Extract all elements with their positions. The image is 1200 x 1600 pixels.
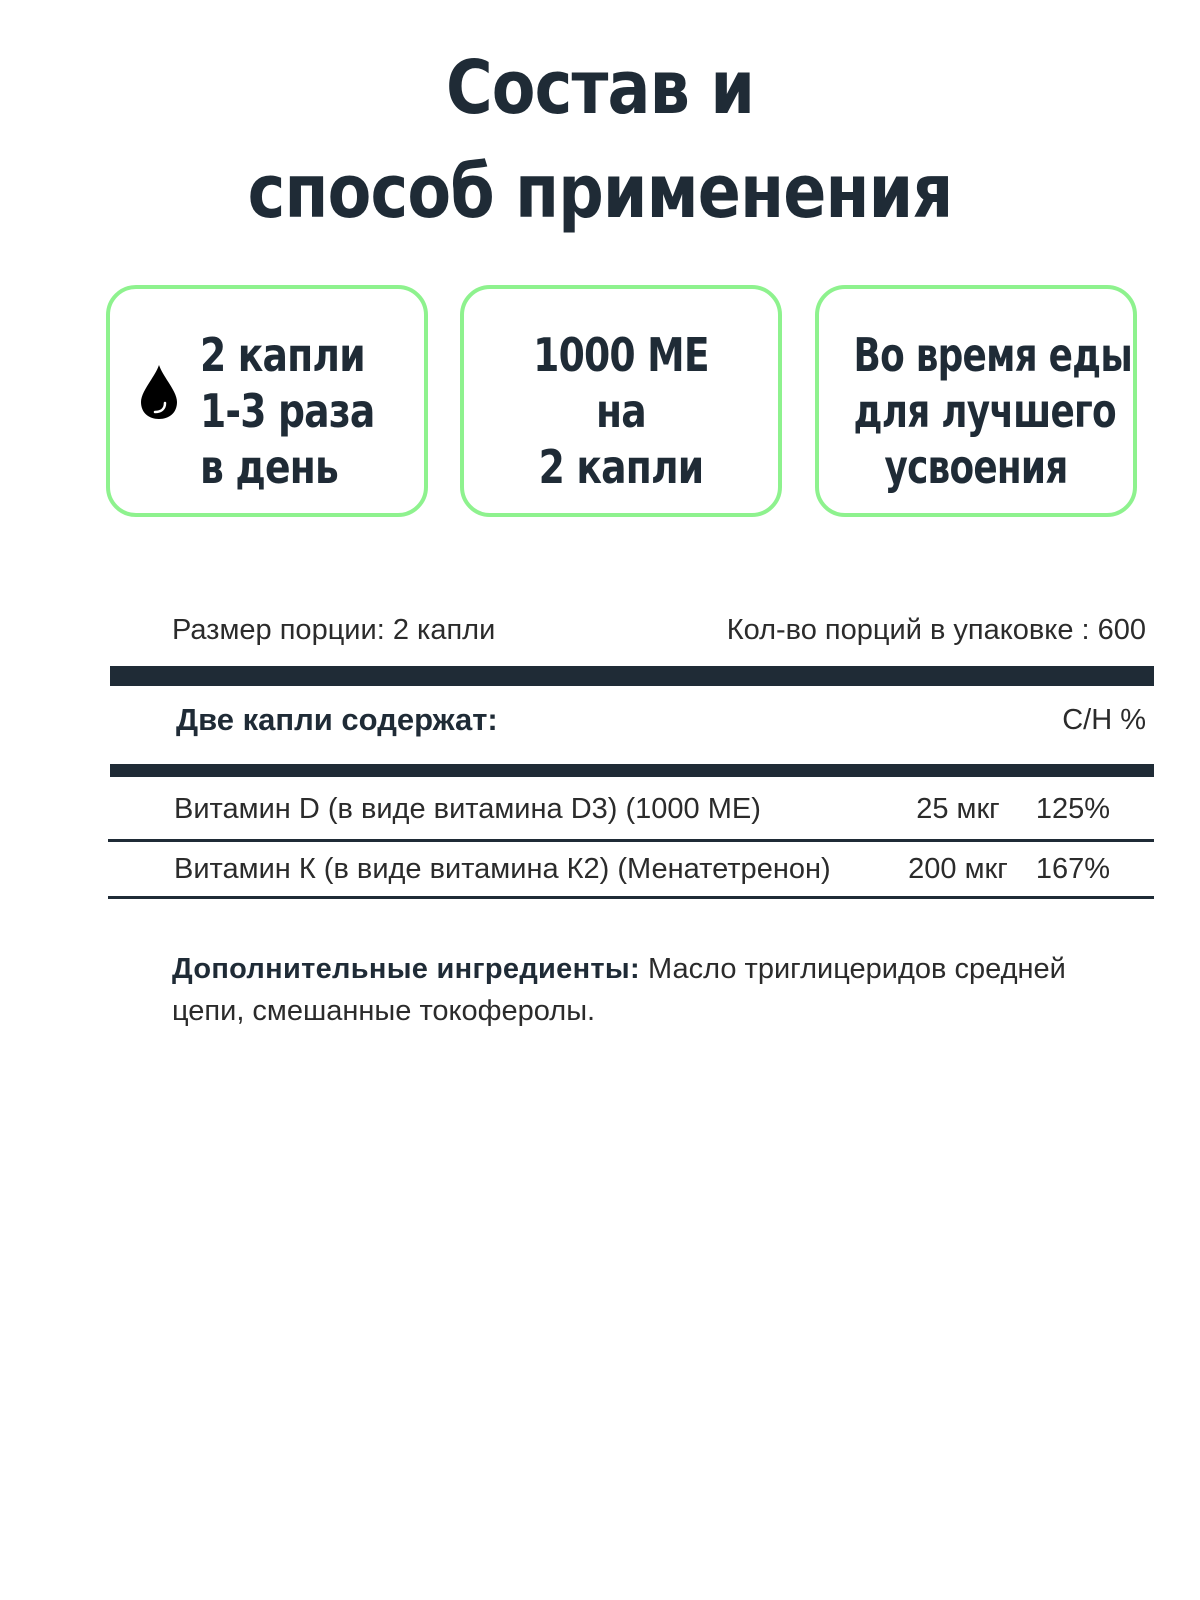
intake-timing-card-text — [853, 327, 1133, 495]
intake-timing-card — [815, 285, 1137, 517]
card-line: в день — [200, 440, 339, 494]
divider-thick — [110, 764, 1154, 777]
additional-ingredients-text: Масло триглицеридов средней цепи, смешанные токоферолы. — [172, 953, 1066, 1027]
servings-per-container: Кол-во порций в упаковке : 600 — [726, 614, 1146, 646]
nutrient-daily-value: 125% — [1035, 793, 1110, 825]
card-line: 1000 МЕ — [533, 328, 709, 382]
dosage-card — [106, 285, 428, 517]
nutrient-name: Витамин D (в виде витамина D3) (1000 МЕ) — [174, 793, 761, 825]
additional-ingredients-label: Дополнительные ингредиенты: — [172, 953, 640, 985]
dosage-card-text — [200, 327, 375, 495]
title-line-2: способ применения — [247, 149, 953, 235]
drop-icon — [138, 363, 180, 421]
contains-label: Две капли содержат: — [176, 702, 498, 737]
card-line: 1-3 раза — [200, 384, 375, 438]
card-line: усвоения — [884, 440, 1068, 494]
card-line: на — [596, 384, 646, 438]
daily-value-header: С/Н % — [1062, 704, 1146, 736]
nutrient-amount: 200 мкг — [908, 853, 1008, 885]
title-line-1: Состав и — [445, 45, 755, 131]
nutrient-name: Витамин К (в виде витамина К2) (Менатетренон) — [174, 853, 831, 885]
dose-strength-card — [460, 285, 782, 517]
divider-thin — [108, 896, 1154, 899]
table-row — [108, 780, 1154, 838]
nutrient-amount: 25 мкг — [916, 793, 1000, 825]
card-line: для лучшего — [853, 384, 1116, 438]
divider-thick — [110, 666, 1154, 686]
card-line: 2 капли — [200, 328, 365, 382]
dose-strength-card-text — [492, 327, 749, 495]
card-line: Во время еды — [853, 328, 1133, 382]
nutrient-daily-value: 167% — [1035, 853, 1110, 885]
card-line: 2 капли — [538, 440, 704, 494]
serving-size: Размер порции: 2 капли — [172, 614, 496, 646]
additional-ingredients — [172, 948, 1072, 1032]
page-title — [84, 36, 1116, 244]
table-row — [108, 840, 1154, 898]
